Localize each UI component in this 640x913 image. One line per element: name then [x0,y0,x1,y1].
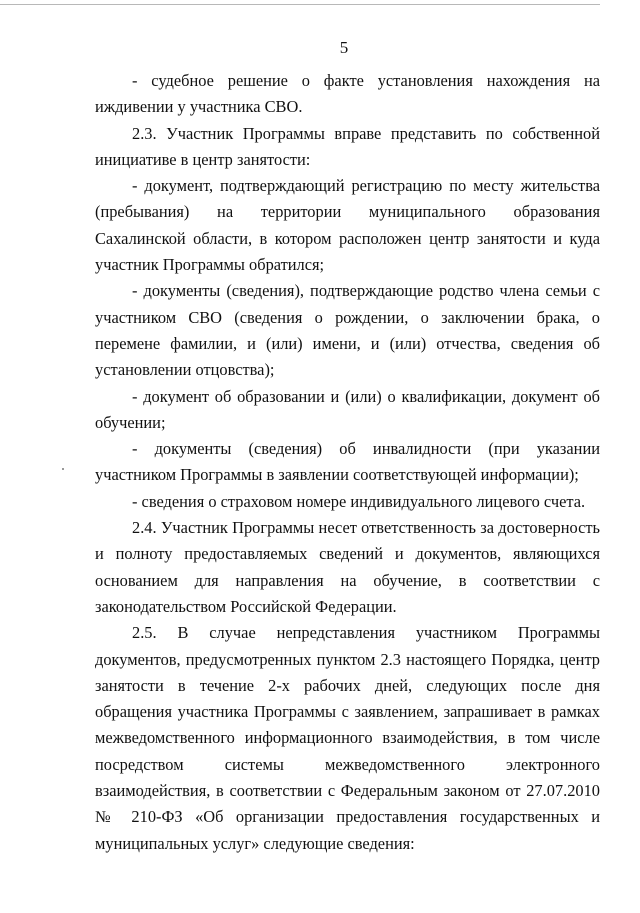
list-item-kinship-documents: - документы (сведения), подтверждающие родство члена семьи с участником СВО (сведения о рождении, о заключении брака, о перемене фамилии, и (или) имени, и (или) отчества, сведения об установлении отцовства); [95,281,600,380]
scan-artifact [62,468,64,470]
page-number: 5 [339,38,349,57]
paragraph-2-4: 2.4. Участник Программы несет ответственность за достоверность и полноту предоставляемых сведений и документов, являющихся основанием для направления на обучение, в соответствии с законодательством Российской Федерации. [95,518,600,616]
list-item-education-document: - документ об образовании и (или) о квалификации, документ об обучении; [95,386,600,432]
list-item-insurance-number: - сведения о страховом номере индивидуального лицевого счета. [132,491,586,511]
top-edge-line [0,4,600,5]
document-body [95,68,600,857]
list-item-registration-document: - документ, подтверждающий регистрацию по месту жительства (пребывания) на территории муниципального образования Сахалинской области, в котором расположен центр занятости и куда участник Программы обратился; [95,176,600,275]
list-item-disability-documents: - документы (сведения) об инвалидности (при указании участником Программы в заявлении соответствующей информации); [95,439,600,485]
paragraph-2-5: 2.5. В случае непредставления участником Программы документов, предусмотренных пунктом 2.3 настоящего Порядка, центр занятости в течение 2-х рабочих дней, следующих после дня обращения участника Программы с заявлением, запрашивает в рамках межведомственного информационного взаимодействия, в том числе посредством системы межведомственного электронного взаимодействия, в соответствии с Федеральным законом от 27.07.2010 № 210-ФЗ «Об организации предоставления государственных и муниципальных услуг» следующие сведения: [95,623,600,853]
paragraph-court-decision: - судебное решение о факте установления нахождения на иждивении у участника СВО. [95,71,600,117]
paragraph-2-3: 2.3. Участник Программы вправе представить по собственной инициативе в центр занятости: [95,123,600,169]
